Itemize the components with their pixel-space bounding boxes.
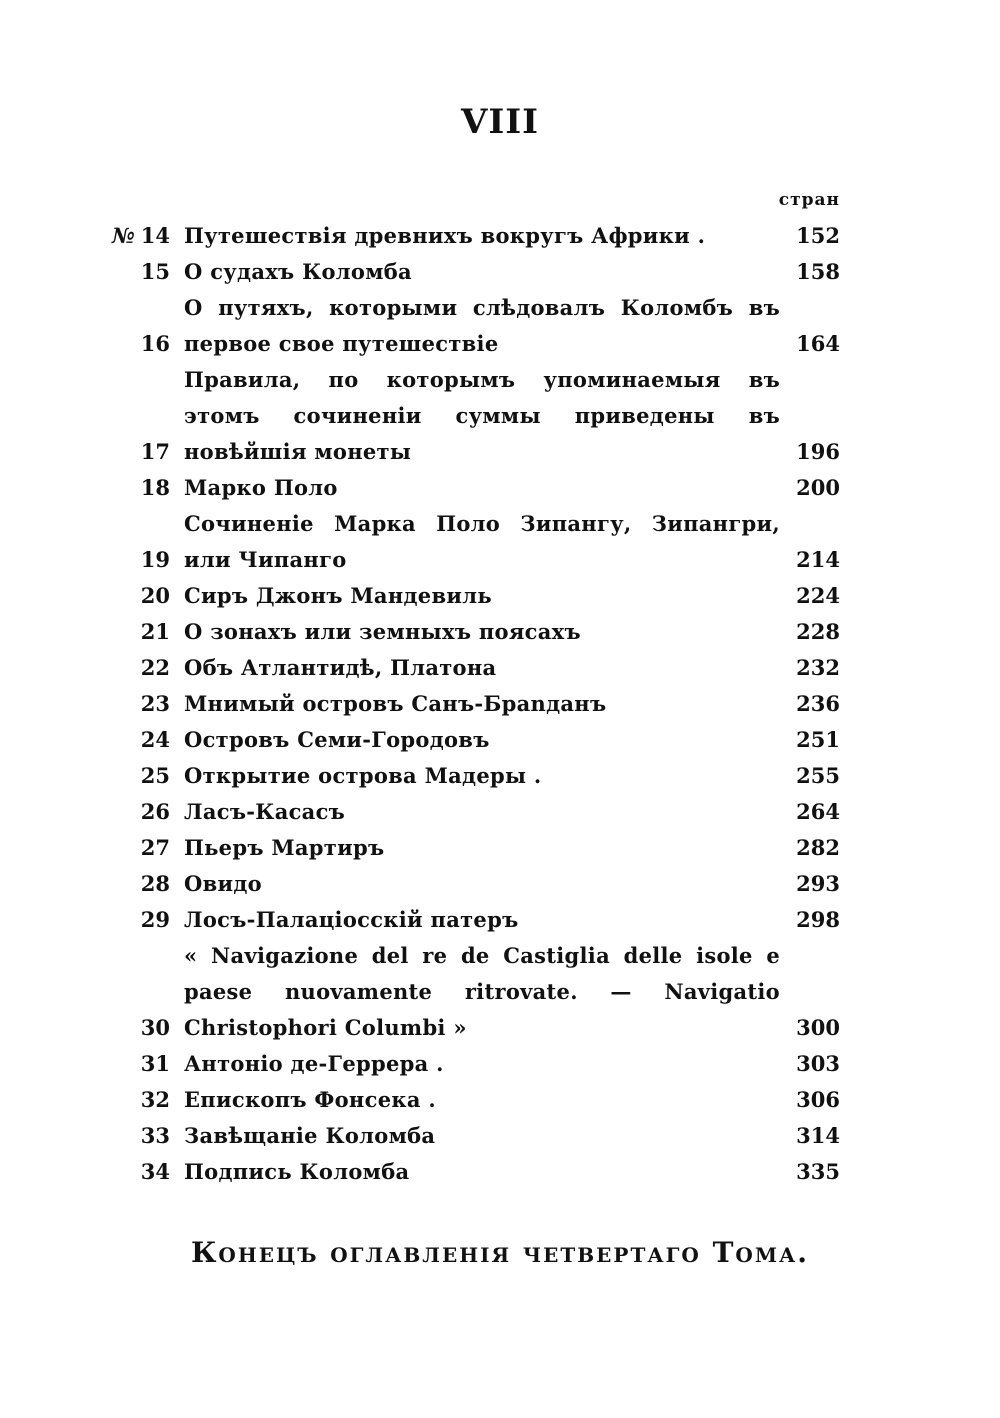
toc-entry xyxy=(110,1154,840,1190)
toc-entry xyxy=(110,722,840,758)
entry-page: 264 xyxy=(796,799,840,824)
entry-page: 228 xyxy=(796,619,840,644)
toc-entry xyxy=(110,290,840,362)
entry-page: 232 xyxy=(796,655,840,680)
entry-title: Островъ Семи-Городовъ xyxy=(184,727,490,752)
entry-number: 18 xyxy=(140,475,170,500)
entry-number: 30 xyxy=(140,1015,170,1040)
entry-title: Епископъ Фонсека . xyxy=(184,1087,436,1112)
entry-number: 17 xyxy=(140,439,170,464)
entry-number: 33 xyxy=(140,1123,170,1148)
toc-entry xyxy=(110,506,840,578)
entry-title: Овидо xyxy=(184,871,262,896)
entry-number: 29 xyxy=(140,907,170,932)
entry-page: 158 xyxy=(796,259,840,284)
entry-title: Лосъ-Палаціосскій патеръ xyxy=(184,907,519,932)
entry-page: 306 xyxy=(796,1087,840,1112)
entry-title: Путешествія древнихъ вокругъ Африки . xyxy=(184,223,706,248)
entry-page: 214 xyxy=(796,547,840,572)
entry-number: 28 xyxy=(140,871,170,896)
entry-page: 152 xyxy=(796,223,840,248)
entry-title: Пьеръ Мартиръ xyxy=(184,835,385,860)
entry-title: Открытие острова Мадеры . xyxy=(184,763,542,788)
entry-title: Завѣщаніе Коломба xyxy=(184,1123,436,1148)
entry-page: 224 xyxy=(796,583,840,608)
toc-entry xyxy=(110,578,840,614)
toc-entry xyxy=(110,218,840,254)
entry-page: 303 xyxy=(796,1051,840,1076)
entry-page: 300 xyxy=(796,1015,840,1040)
entry-title: О судахъ Коломба xyxy=(184,259,412,284)
toc-entry xyxy=(110,938,840,1046)
toc-entry xyxy=(110,1118,840,1154)
entry-title: Ласъ-Касасъ xyxy=(184,799,346,824)
entry-title: Марко Поло xyxy=(184,475,338,500)
entry-number: 20 xyxy=(140,583,170,608)
entry-number: 25 xyxy=(140,763,170,788)
toc-entry xyxy=(110,758,840,794)
entry-title: Подпись Коломба xyxy=(184,1159,410,1184)
entry-number: 21 xyxy=(140,619,170,644)
entry-number: 26 xyxy=(140,799,170,824)
toc-entry xyxy=(110,1046,840,1082)
page-number: VIII xyxy=(460,102,540,142)
toc-entry xyxy=(110,470,840,506)
entry-page: 251 xyxy=(796,727,840,752)
entry-page: 196 xyxy=(796,439,840,464)
entry-title: О зонахъ или земныхъ поясахъ xyxy=(184,619,581,644)
entry-number: 32 xyxy=(140,1087,170,1112)
toc-entry xyxy=(110,794,840,830)
entry-number: 16 xyxy=(140,331,170,356)
entry-number: 31 xyxy=(140,1051,170,1076)
entry-number: 23 xyxy=(140,691,170,716)
page-column-header: стран xyxy=(778,190,840,210)
entry-page: 282 xyxy=(796,835,840,860)
entry-page: 314 xyxy=(796,1123,840,1148)
entry-number: 22 xyxy=(140,655,170,680)
entry-page: 298 xyxy=(796,907,840,932)
toc-entry xyxy=(110,362,840,470)
toc-entry xyxy=(110,650,840,686)
toc-entry xyxy=(110,254,840,290)
number-mark: № xyxy=(111,223,135,248)
end-of-contents-line: Конецъ оглавленія четвертаго Тома. xyxy=(190,1236,810,1269)
entry-title: Объ Атлантидѣ, Платона xyxy=(184,655,497,680)
entry-page: 255 xyxy=(796,763,840,788)
entry-number: 15 xyxy=(140,259,170,284)
entry-page: 335 xyxy=(796,1159,840,1184)
entry-title: Сиръ Джонъ Мандевиль xyxy=(184,583,492,608)
entry-page: 293 xyxy=(796,871,840,896)
entry-title: Мнимый островъ Санъ-Брanданъ xyxy=(184,691,607,716)
entry-title: Сочиненіе Марка Поло Зипангу, Зипангри, или Чипанго xyxy=(184,511,780,572)
entry-title: Антоніо де-Геррера . xyxy=(184,1051,444,1076)
entry-number: 34 xyxy=(140,1159,170,1184)
entry-number: 14 xyxy=(140,223,170,248)
entry-number: 27 xyxy=(140,835,170,860)
toc-entry xyxy=(110,866,840,902)
toc-entry xyxy=(110,686,840,722)
entry-page: 164 xyxy=(796,331,840,356)
entry-number: 24 xyxy=(140,727,170,752)
entry-number: 19 xyxy=(140,547,170,572)
table-of-contents xyxy=(110,218,840,1190)
entry-page: 236 xyxy=(796,691,840,716)
toc-entry xyxy=(110,902,840,938)
toc-entry xyxy=(110,614,840,650)
toc-entry xyxy=(110,1082,840,1118)
toc-entry xyxy=(110,830,840,866)
entry-page: 200 xyxy=(796,475,840,500)
entry-title: О путяхъ, которыми слѣдовалъ Коломбъ въ первое свое путешествіе xyxy=(184,295,780,356)
entry-title: « Navigazione del re de Castiglia delle isole e paese nuovamente ritrovate. — Navigatio Christophori Columbi » xyxy=(184,943,780,1040)
entry-title: Правила, по которымъ упоминаемыя въ этомъ сочиненіи суммы приведены въ новѣйшія монеты xyxy=(184,367,780,464)
